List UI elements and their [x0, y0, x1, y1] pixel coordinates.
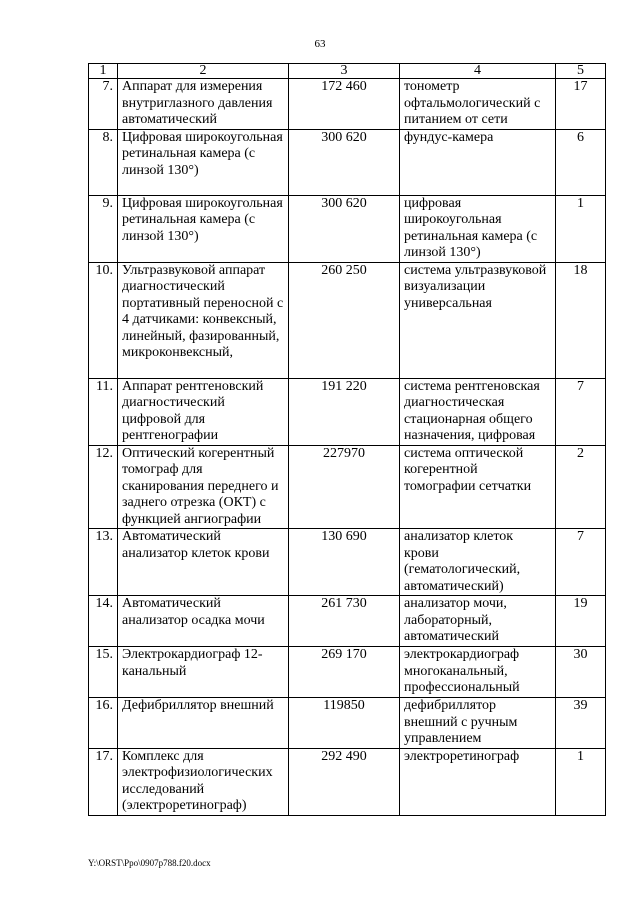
price-cell: 227970	[289, 445, 400, 529]
price-cell: 130 690	[289, 529, 400, 596]
price-cell: 261 730	[289, 596, 400, 647]
price-cell: 300 620	[289, 195, 400, 262]
table-row	[89, 647, 606, 698]
equipment-type-cell: электрокардиограф многоканальный, профессиональный	[400, 647, 556, 698]
row-number-cell: 15.	[89, 647, 118, 698]
equipment-name-cell: Автоматический анализатор клеток крови	[118, 529, 289, 596]
equipment-name-cell: Аппарат рентгеновский диагностический цифровой для рентгенографии	[118, 378, 289, 445]
equipment-table	[88, 63, 606, 816]
equipment-type-cell: система ультразвуковой визуализации универсальная	[400, 262, 556, 378]
equipment-name-cell: Ультразвуковой аппарат диагностический портативный переносной с 4 датчиками: конвексный, линейный, фазированный, микроконвексный,	[118, 262, 289, 378]
row-number-cell: 9.	[89, 195, 118, 262]
quantity-cell: 7	[556, 529, 606, 596]
equipment-name-cell: Автоматический анализатор осадка мочи	[118, 596, 289, 647]
equipment-type-cell: анализатор мочи, лабораторный, автоматический	[400, 596, 556, 647]
table-row	[89, 262, 606, 378]
equipment-name-cell: Электрокардиограф 12-канальный	[118, 647, 289, 698]
quantity-cell: 6	[556, 129, 606, 195]
row-number-cell: 8.	[89, 129, 118, 195]
table-row	[89, 445, 606, 529]
header-cell: 2	[118, 64, 289, 79]
row-number-cell: 7.	[89, 79, 118, 130]
quantity-cell: 2	[556, 445, 606, 529]
equipment-name-cell: Комплекс для электрофизиологических исследований (электроретинограф)	[118, 748, 289, 815]
header-cell: 4	[400, 64, 556, 79]
equipment-type-cell: фундус-камера	[400, 129, 556, 195]
price-cell: 269 170	[289, 647, 400, 698]
equipment-name-cell: Аппарат для измерения внутриглазного давления автоматический	[118, 79, 289, 130]
table-row	[89, 698, 606, 749]
header-cell: 3	[289, 64, 400, 79]
row-number-cell: 16.	[89, 698, 118, 749]
equipment-name-cell: Оптический когерентный томограф для сканирования переднего и заднего отрезка (ОКТ) с функцией ангиографии	[118, 445, 289, 529]
price-cell: 300 620	[289, 129, 400, 195]
page-number: 63	[314, 38, 326, 50]
header-cell: 5	[556, 64, 606, 79]
equipment-type-cell: анализатор клеток крови (гематологический, автоматический)	[400, 529, 556, 596]
table-row	[89, 596, 606, 647]
equipment-type-cell: дефибриллятор внешний с ручным управлением	[400, 698, 556, 749]
table-header-row	[89, 64, 606, 79]
price-cell: 292 490	[289, 748, 400, 815]
quantity-cell: 19	[556, 596, 606, 647]
table-row	[89, 79, 606, 130]
table-row	[89, 748, 606, 815]
row-number-cell: 17.	[89, 748, 118, 815]
equipment-name-cell: Дефибриллятор внешний	[118, 698, 289, 749]
price-cell: 191 220	[289, 378, 400, 445]
row-number-cell: 12.	[89, 445, 118, 529]
header-cell: 1	[89, 64, 118, 79]
row-number-cell: 10.	[89, 262, 118, 378]
equipment-name-cell: Цифровая широкоугольная ретинальная камера (с линзой 130°)	[118, 195, 289, 262]
quantity-cell: 18	[556, 262, 606, 378]
equipment-type-cell: электроретинограф	[400, 748, 556, 815]
quantity-cell: 17	[556, 79, 606, 130]
row-number-cell: 11.	[89, 378, 118, 445]
price-cell: 119850	[289, 698, 400, 749]
equipment-type-cell: система оптической когерентной томографии сетчатки	[400, 445, 556, 529]
table-row	[89, 529, 606, 596]
row-number-cell: 13.	[89, 529, 118, 596]
row-number-cell: 14.	[89, 596, 118, 647]
table-row	[89, 129, 606, 195]
quantity-cell: 1	[556, 748, 606, 815]
quantity-cell: 39	[556, 698, 606, 749]
price-cell: 260 250	[289, 262, 400, 378]
table-row	[89, 195, 606, 262]
price-cell: 172 460	[289, 79, 400, 130]
equipment-name-cell: Цифровая широкоугольная ретинальная камера (с линзой 130°)	[118, 129, 289, 195]
quantity-cell: 30	[556, 647, 606, 698]
table-row	[89, 378, 606, 445]
quantity-cell: 7	[556, 378, 606, 445]
equipment-type-cell: тонометр офтальмологический с питанием от сети	[400, 79, 556, 130]
quantity-cell: 1	[556, 195, 606, 262]
equipment-type-cell: система рентгеновская диагностическая стационарная общего назначения, цифровая	[400, 378, 556, 445]
equipment-type-cell: цифровая широкоугольная ретинальная камера (с линзой 130°)	[400, 195, 556, 262]
file-path-footer: Y:\ORST\Ppo\0907p788.f20.docx	[88, 858, 211, 868]
